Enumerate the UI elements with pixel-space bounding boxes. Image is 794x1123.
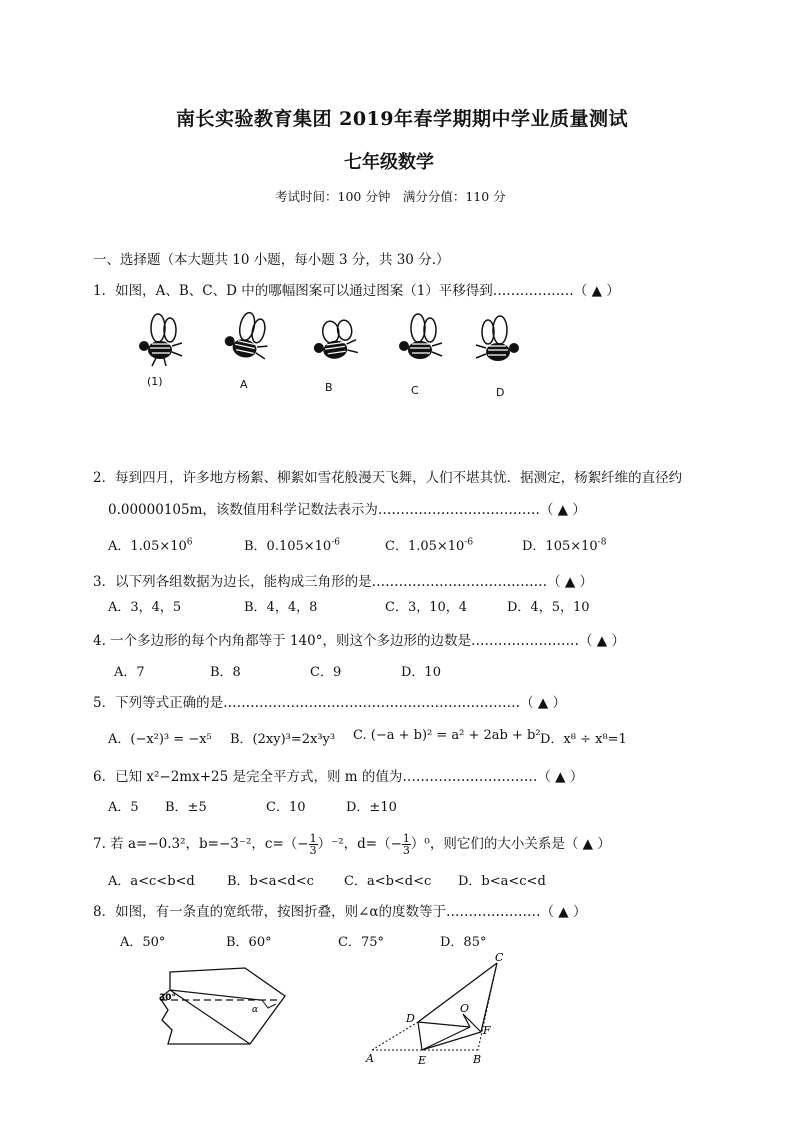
section-heading: 一、选择题（本大题共 10 小题，每小题 3 分，共 30 分.）: [93, 252, 450, 268]
page-subtitle: 七年级数学: [344, 152, 434, 173]
q4-option-a: A．7: [114, 665, 145, 680]
question-1: 1．如图，A、B、C、D 中的哪幅图案可以通过图案（1）平移得到………………（ ▲ ）: [93, 283, 620, 299]
bee-label-1: (1): [147, 375, 163, 388]
q7-option-d: D．b<a<c<d: [458, 874, 546, 889]
bee-figure-B: [310, 318, 358, 362]
q2-option-b: B．$0.105\times 10^{-6}$: [244, 537, 340, 554]
q8-option-c: C．75°: [338, 935, 384, 950]
fraction-one-third-1: $\frac{1}{3}$: [309, 832, 317, 857]
q5-option-a: A．(−x²)³ = −x⁵: [108, 732, 212, 747]
bee-label-c: C: [411, 384, 419, 397]
exam-info: 考试时间：100 分钟 满分分值：110 分: [275, 189, 506, 204]
q6-option-d: D．±10: [346, 800, 397, 815]
angle-30-label: 30°: [159, 993, 177, 1003]
fraction-one-third-2: $\frac{1}{3}$: [402, 832, 410, 857]
point-f-label: F: [483, 1024, 491, 1037]
q3-option-d: D．4，5，10: [507, 600, 590, 615]
alpha-label: α: [252, 1005, 259, 1015]
q8-option-a: A．50°: [120, 935, 166, 950]
question-2-line1: 2．每到四月，许多地方杨絮、柳絮如雪花般漫天飞舞，人们不堪其忧．据测定，杨絮纤维的直径约: [93, 470, 683, 486]
bee-figure-D: [476, 316, 519, 361]
q8-option-d: D．85°: [440, 935, 487, 950]
q2-option-c: C．$1.05\times 10^{-6}$: [385, 537, 474, 554]
q6-option-c: C．10: [266, 800, 306, 815]
point-b-label: B: [473, 1053, 482, 1066]
point-o-label: O: [460, 1002, 470, 1015]
point-a-label: A: [366, 1052, 374, 1065]
q4-option-c: C．9: [310, 665, 342, 680]
q2-option-d: D．$105\times 10^{-8}$: [522, 537, 607, 554]
page-title: 南长实验教育集团 2019年春学期期中学业质量测试: [176, 108, 628, 130]
q8-option-b: B．60°: [226, 935, 272, 950]
q7-option-c: C．a<b<d<c: [344, 874, 432, 889]
question-7: 7. 若 a=−0.3²，b=−3⁻²，c=（− $\frac{1}{3}$ ）⁻²，d=（− $\frac{1}{3}$ ）⁰，则它们的大小关系是（ ▲ ）: [93, 832, 611, 857]
bee-figure-C: [399, 314, 442, 359]
point-c-label: C: [495, 951, 504, 964]
question-2-line2: 0.00000105m，该数值用科学记数法表示为………………………………（ ▲ ）: [108, 502, 586, 518]
folded-strip-figure: [150, 960, 290, 1060]
q3-option-b: B．4，4，8: [244, 600, 318, 615]
q3-option-c: C．3，10，4: [385, 600, 468, 615]
q2-option-a: A．$1.05\times 10^6$: [108, 537, 193, 554]
q4-option-b: B．8: [210, 665, 241, 680]
q6-option-b: B．±5: [165, 800, 207, 815]
bee-label-d: D: [496, 386, 505, 399]
question-5: 5．下列等式正确的是…………………………………………………………（ ▲ ）: [93, 695, 567, 711]
q7-option-a: A．a<c<b<d: [108, 874, 195, 889]
bee-label-b: B: [325, 381, 333, 394]
question-3: 3．以下列各组数据为边长，能构成三角形的是…………………………………（ ▲ ）: [93, 574, 594, 590]
q5-option-d: D．x⁸ ÷ x⁸=1: [540, 732, 627, 747]
point-e-label: E: [418, 1054, 427, 1067]
bee-figure-A: [222, 309, 273, 362]
q5-option-c: C. (−a + b)² = a² + 2ab + b²: [353, 728, 541, 743]
point-d-label: D: [406, 1012, 415, 1025]
q5-option-b: B．(2xy)³=2x³y³: [230, 732, 336, 747]
bee-label-a: A: [240, 378, 248, 391]
question-6: 6．已知 x²−2mx+25 是完全平方式，则 m 的值为…………………………（ ▲ ）: [93, 769, 584, 785]
question-8: 8．如图，有一条直的宽纸带，按图折叠，则∠α的度数等于…………………（ ▲ ）: [93, 904, 587, 920]
triangle-fold-figure: [360, 950, 520, 1070]
q4-option-d: D．10: [401, 665, 441, 680]
question-4: 4. 一个多边形的每个内角都等于 140°，则这个多边形的边数是……………………（ ▲ ）: [93, 633, 625, 649]
q6-option-a: A．5: [108, 800, 139, 815]
q7-option-b: B．b<a<d<c: [227, 874, 314, 889]
bee-figure-1: [139, 314, 182, 366]
q3-option-a: A．3，4，5: [108, 600, 182, 615]
bee-figures: [128, 308, 548, 403]
